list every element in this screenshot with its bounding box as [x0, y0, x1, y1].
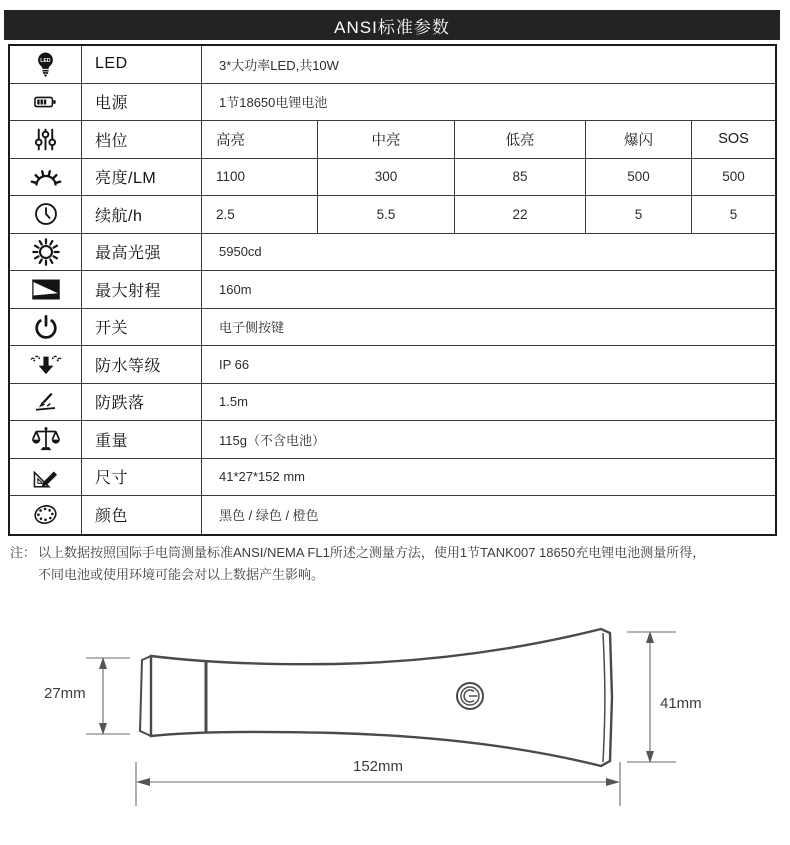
lumens-sos: 500	[692, 159, 775, 197]
side-switch-button	[457, 683, 483, 709]
spec-value-color: 黑色 / 绿色 / 橙色	[219, 508, 319, 524]
power-switch-icon	[10, 309, 82, 347]
flashlight-body-outline	[151, 629, 612, 766]
spec-label-power-source: 电源	[82, 84, 202, 122]
beam-throw-icon	[10, 271, 82, 309]
spec-label-dimensions: 尺寸	[82, 459, 202, 497]
mode-mid: 中亮	[318, 121, 455, 159]
lumens-strobe: 500	[586, 159, 692, 197]
head-diameter-label: 41mm	[660, 695, 702, 712]
note-line-2: 不同电池或使用环境可能会对以上数据产生影响。	[38, 567, 325, 583]
lumens-low: 85	[455, 159, 586, 197]
lumens-mid: 300	[318, 159, 455, 197]
spec-label-peak-intensity: 最高光强	[82, 234, 202, 272]
spec-label-lumens: 亮度/LM	[82, 159, 202, 197]
svg-text:LED: LED	[40, 57, 51, 64]
spec-value-power-source: 1节18650电锂电池	[202, 84, 775, 122]
battery-icon	[10, 84, 82, 122]
spec-label-weight: 重量	[82, 421, 202, 459]
clock-icon	[10, 196, 82, 234]
spec-label-led: LED	[82, 46, 202, 84]
spec-value-drop: 1.5m	[202, 384, 775, 422]
spec-label-waterproof: 防水等级	[82, 346, 202, 384]
spec-label-switch: 开关	[82, 309, 202, 347]
note-body	[38, 542, 705, 586]
spec-label-drop: 防跌落	[82, 384, 202, 422]
runtime-sos: 5	[692, 196, 775, 234]
spec-value-peak-intensity: 5950cd	[202, 234, 775, 272]
balance-scale-icon	[10, 421, 82, 459]
mode-sos: SOS	[692, 121, 775, 159]
mode-high: 高亮	[202, 121, 318, 159]
mode-strobe: 爆闪	[586, 121, 692, 159]
flashlight-tailcap-facet	[140, 656, 151, 736]
spec-value-dimensions: 41*27*152 mm	[202, 459, 775, 497]
spec-value-switch: 电子侧按键	[202, 309, 775, 347]
waterproof-icon	[10, 346, 82, 384]
mode-sliders-icon	[10, 121, 82, 159]
brightness-rays-icon	[10, 159, 82, 197]
spec-label-modes: 档位	[82, 121, 202, 159]
length-label: 152mm	[352, 758, 404, 775]
tail-diameter-label: 27mm	[44, 685, 86, 702]
sun-icon	[10, 234, 82, 272]
spec-value-led: 3*大功率LED,共10W	[202, 46, 775, 84]
runtime-high: 2.5	[202, 196, 318, 234]
flashlight-dimension-diagram	[0, 598, 790, 845]
measurement-note	[10, 542, 782, 586]
led-bulb-icon	[10, 46, 82, 84]
runtime-strobe: 5	[586, 196, 692, 234]
note-line-1: 以上数据按照国际手电筒测量标准ANSI/NEMA FL1所述之测量方法，使用1节TANK007 18650充电锂电池测量所得，	[38, 545, 706, 560]
spec-value-weight: 115g（不含电池）	[202, 421, 775, 459]
page-title: ANSI标准参数	[334, 17, 450, 37]
spec-label-runtime: 续航/h	[82, 196, 202, 234]
title-bar	[4, 10, 780, 40]
spec-table	[8, 44, 777, 536]
flashlight-drawing	[140, 629, 612, 766]
runtime-mid: 5.5	[318, 196, 455, 234]
spec-value-waterproof: IP 66	[202, 346, 775, 384]
lumens-high: 1100	[202, 159, 318, 197]
set-square-pencil-icon	[10, 459, 82, 497]
palette-icon	[10, 496, 82, 534]
runtime-low: 22	[455, 196, 586, 234]
mode-low: 低亮	[455, 121, 586, 159]
drop-impact-icon	[10, 384, 82, 422]
spec-label-color: 颜色	[82, 496, 202, 534]
note-prefix: 注：	[10, 545, 37, 560]
spec-label-beam-distance: 最大射程	[82, 271, 202, 309]
spec-value-beam-distance: 160m	[202, 271, 775, 309]
